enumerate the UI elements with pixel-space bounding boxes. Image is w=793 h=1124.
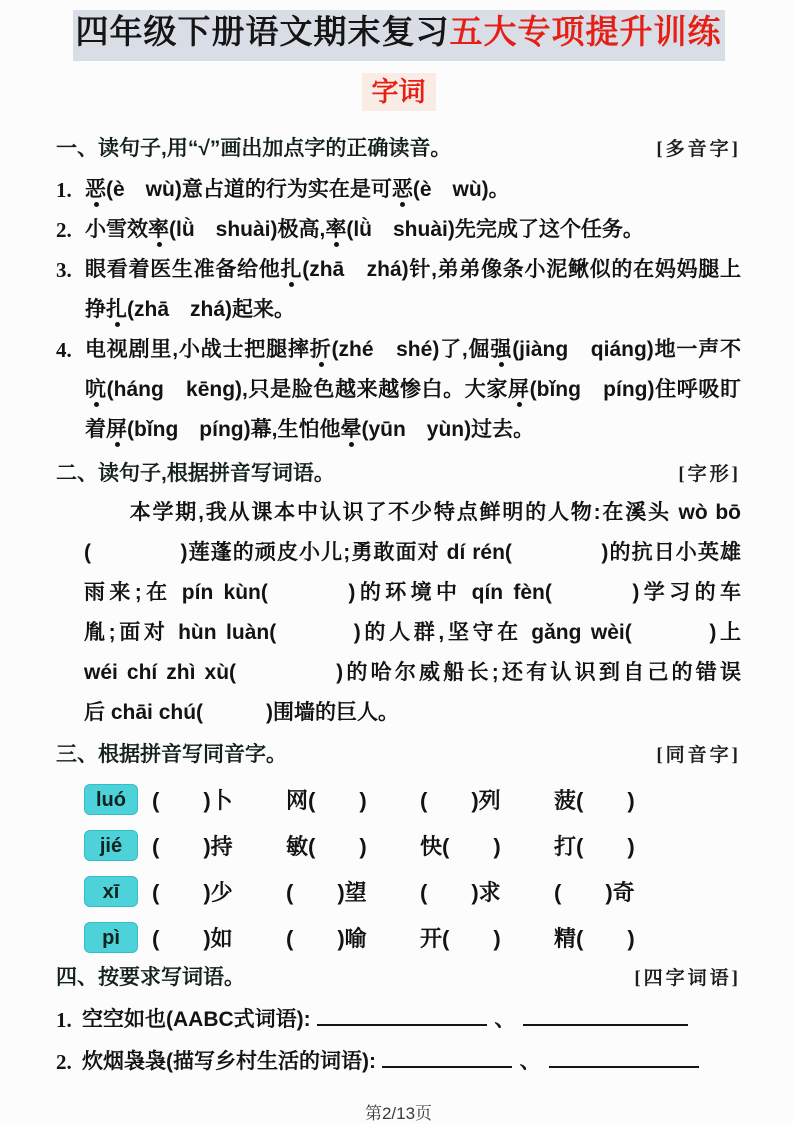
question-number: 2.	[56, 1050, 72, 1074]
section-4-tag: [四字词语]	[634, 968, 741, 989]
word-label: 空空如也(AABC式词语):	[82, 1008, 311, 1031]
question-text: 电视剧里,小战士把腿摔折(zhé shé)了,倔强(jiàng qiáng)地一声不吭(háng kēng),只是脸色越来越惨白。大家屏(bǐng píng)住呼吸盯着屏(bǐng píng)幕,生怕他晕(yūn yùn)过去。	[85, 338, 742, 441]
question-item-2	[56, 210, 741, 250]
question-text: 恶(è wù)意占道的行为实在是可恶(è wù)。	[85, 178, 510, 201]
section-4-title: 四、按要求写词语。	[56, 966, 245, 989]
pinyin-cell: ( )列	[420, 787, 501, 813]
section-2-title: 二、读句子,根据拼音写词语。	[56, 462, 335, 485]
pinyin-cell: 快( )	[420, 833, 501, 859]
section-2-tag: [字形]	[678, 464, 741, 485]
title-accent: 五大专项提升训练	[449, 13, 722, 50]
section-1-header	[56, 135, 741, 164]
section-2-paragraph	[84, 493, 741, 733]
section-3-title: 三、根据拼音写同音字。	[56, 743, 287, 766]
pinyin-row-xi	[84, 868, 741, 914]
section-3-tag: [同音字]	[656, 745, 741, 766]
pinyin-row-pi	[84, 914, 741, 960]
question-item-4	[56, 330, 741, 450]
pinyin-cell: ( )喻	[286, 925, 367, 951]
subtitle: 字词	[362, 73, 436, 111]
paragraph-line: 后 chāi chú( )围墙的巨人。	[84, 701, 400, 724]
section-4-items	[56, 999, 741, 1083]
section-4-header	[56, 964, 741, 993]
section-1-title: 一、读句子,用“√”画出加点字的正确读音。	[56, 137, 452, 160]
pinyin-cell: ( )少	[152, 879, 233, 905]
paragraph-line: ( )莲蓬的顽皮小儿;勇敢面对 dí rén( )的抗日小英雄	[84, 541, 741, 564]
question-number: 1.	[56, 1008, 72, 1032]
pinyin-cell: 开( )	[420, 925, 501, 951]
answer-blank	[523, 1024, 688, 1026]
question-item-3	[56, 250, 741, 330]
pinyin-cell: ( )持	[152, 833, 233, 859]
section-3-header	[56, 741, 741, 770]
question-number: 2.	[56, 218, 72, 242]
paragraph-line: 本学期,我从课本中认识了不少特点鲜明的人物:在溪头 wò bō	[84, 501, 741, 524]
pinyin-cell: ( )卜	[152, 787, 233, 813]
pinyin-cell: ( )求	[420, 879, 501, 905]
pinyin-cell: ( )望	[286, 879, 367, 905]
word-label: 炊烟袅袅(描写乡村生活的词语):	[82, 1050, 376, 1073]
pinyin-box: jié	[84, 830, 138, 861]
pinyin-cell: 网( )	[286, 787, 367, 813]
pinyin-cell: ( )奇	[554, 879, 635, 905]
pinyin-cell: 精( )	[554, 925, 635, 951]
question-text: 小雪效率(lǜ shuài)极高,率(lǜ shuài)先完成了这个任务。	[85, 218, 644, 241]
section-1-tag: [多音字]	[656, 139, 741, 160]
pinyin-cell: 菠( )	[554, 787, 635, 813]
section-3-rows	[84, 776, 741, 960]
question-item-1	[56, 170, 741, 210]
pinyin-row-jie	[84, 822, 741, 868]
pinyin-cell: 打( )	[554, 833, 635, 859]
paragraph-line: wéi chí zhì xù( )的哈尔威船长;还有认识到自己的错误	[84, 661, 741, 684]
paragraph-line: 雨来;在 pín kùn( )的环境中 qín fèn( )学习的车	[84, 581, 741, 604]
page-footer: 第2/13页	[364, 1104, 433, 1123]
question-number: 3.	[56, 258, 72, 282]
question-number: 4.	[56, 338, 72, 362]
answer-blank	[317, 1024, 487, 1026]
pinyin-row-luo	[84, 776, 741, 822]
pinyin-cell: 敏( )	[286, 833, 367, 859]
pinyin-box: luó	[84, 784, 138, 815]
section-1-items	[56, 170, 741, 450]
section-2-header	[56, 460, 741, 489]
title-main: 四年级下册语文期末复习	[75, 13, 450, 50]
answer-blank	[382, 1066, 512, 1068]
question-text: 眼看着医生准备给他扎(zhā zhá)针,弟弟像条小泥鳅似的在妈妈腿上挣扎(zhā zhá)起来。	[85, 258, 742, 321]
pinyin-box: pì	[84, 922, 138, 953]
pinyin-cell: ( )如	[152, 925, 233, 951]
subtitle-row	[56, 73, 741, 115]
word-item-1	[56, 999, 741, 1041]
page-title	[56, 10, 741, 61]
paragraph-line: 胤;面对 hùn luàn( )的人群,坚守在 gǎng wèi( )上	[84, 621, 741, 644]
pinyin-box: xī	[84, 876, 138, 907]
title-highlight	[73, 10, 725, 61]
word-item-2	[56, 1041, 741, 1083]
separator: 、	[519, 1050, 541, 1073]
separator: 、	[494, 1008, 516, 1031]
question-number: 1.	[56, 178, 72, 202]
answer-blank	[549, 1066, 699, 1068]
